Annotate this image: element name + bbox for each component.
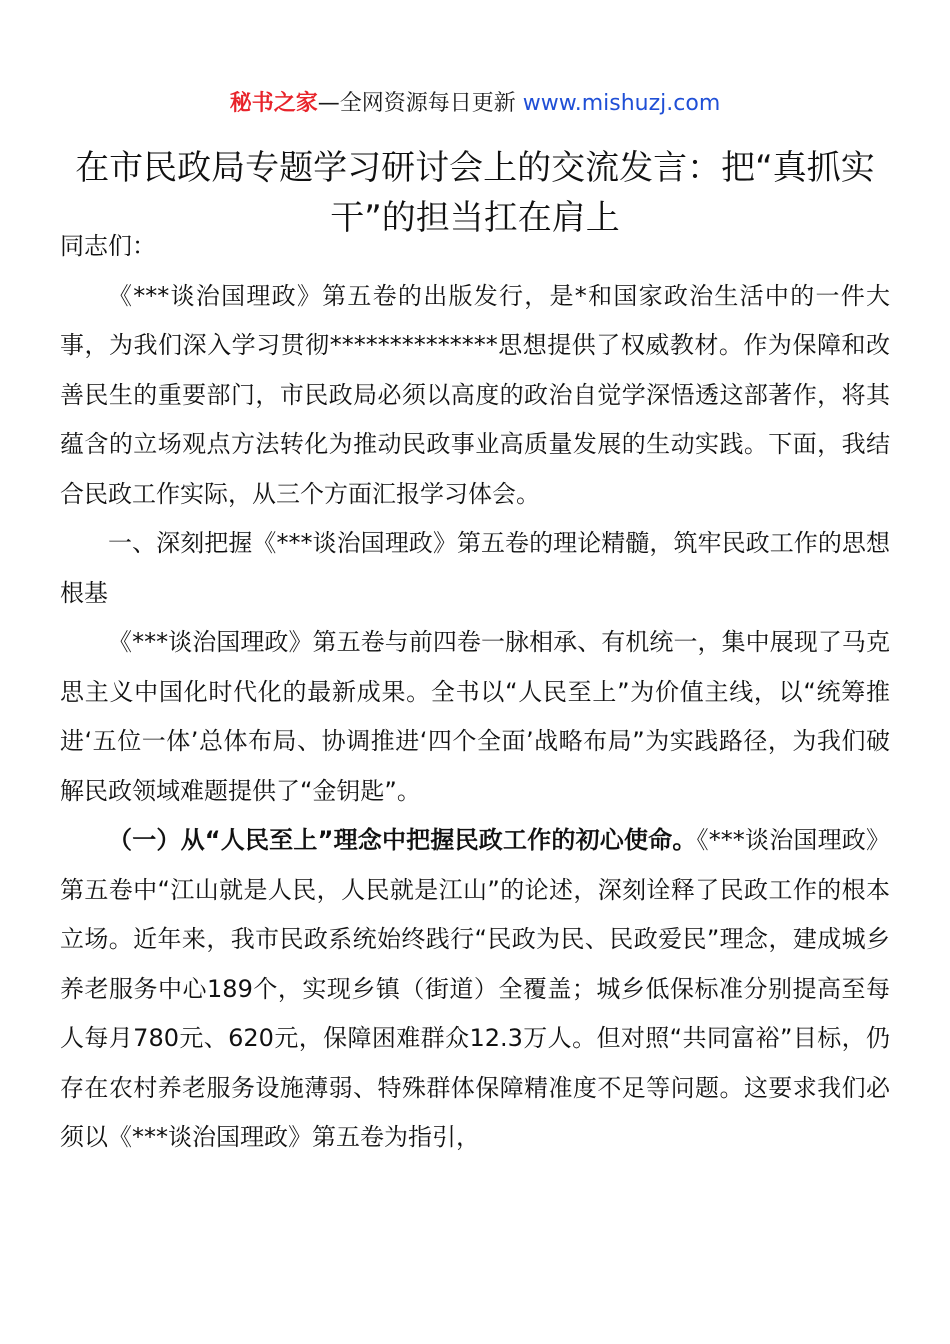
site-header xyxy=(0,88,950,120)
subsection-body-1: 《***谈治国理政》第五卷中“江山就是人民，人民就是江山”的论述，深刻诠释了民政工作的根本立场。近年来，我市民政系统始终践行“民政为民、民政爱民”理念，建成城乡养老服务中心189个，实现乡镇（街道）全覆盖；城乡低保标准分别提高至每人每月780元、620元，保障困难群众12.3万人。但对照“共同富裕”目标，仍存在农村养老服务设施薄弱、特殊群体保障精准度不足等问题。这要求我们必须以《***谈治国理政》第五卷为指引， xyxy=(60,826,891,1151)
site-brand: 秘书之家 xyxy=(229,91,318,116)
document-body xyxy=(60,222,890,1163)
subsection-heading-1: （一）从“人民至上”理念中把握民政工作的初心使命。 xyxy=(108,826,697,854)
paragraph-section1: 《***谈治国理政》第五卷与前四卷一脉相承、有机统一，集中展现了马克思主义中国化时代化的最新成果。全书以“人民至上”为价值主线，以“统筹推进‘五位一体’总体布局、协调推进‘四个全面’战略布局”为实践路径，为我们破解民政领域难题提供了“金钥匙”。 xyxy=(60,628,890,805)
salutation: 同志们： xyxy=(60,232,156,260)
paragraph-subsection1 xyxy=(60,816,890,1163)
site-tagline: —全网资源每日更新 xyxy=(317,91,523,116)
paragraph-intro: 《***谈治国理政》第五卷的出版发行，是*和国家政治生活中的一件大事，为我们深入学习贯彻**************思想提供了权威教材。作为保障和改善民生的重要部门，市民政局必须以高度的政治自觉学深悟透这部著作，将其蕴含的立场观点方法转化为推动民政事业高质量发展的生动实践。下面，我结合民政工作实际，从三个方面汇报学习体会。 xyxy=(60,281,890,508)
section-heading-1: 一、深刻把握《***谈治国理政》第五卷的理论精髓，筑牢民政工作的思想根基 xyxy=(60,529,890,607)
site-url-link[interactable]: www.mishuzj.com xyxy=(522,91,721,116)
document-title: 在市民政局专题学习研讨会上的交流发言：把“真抓实干”的担当扛在肩上 xyxy=(75,148,875,238)
